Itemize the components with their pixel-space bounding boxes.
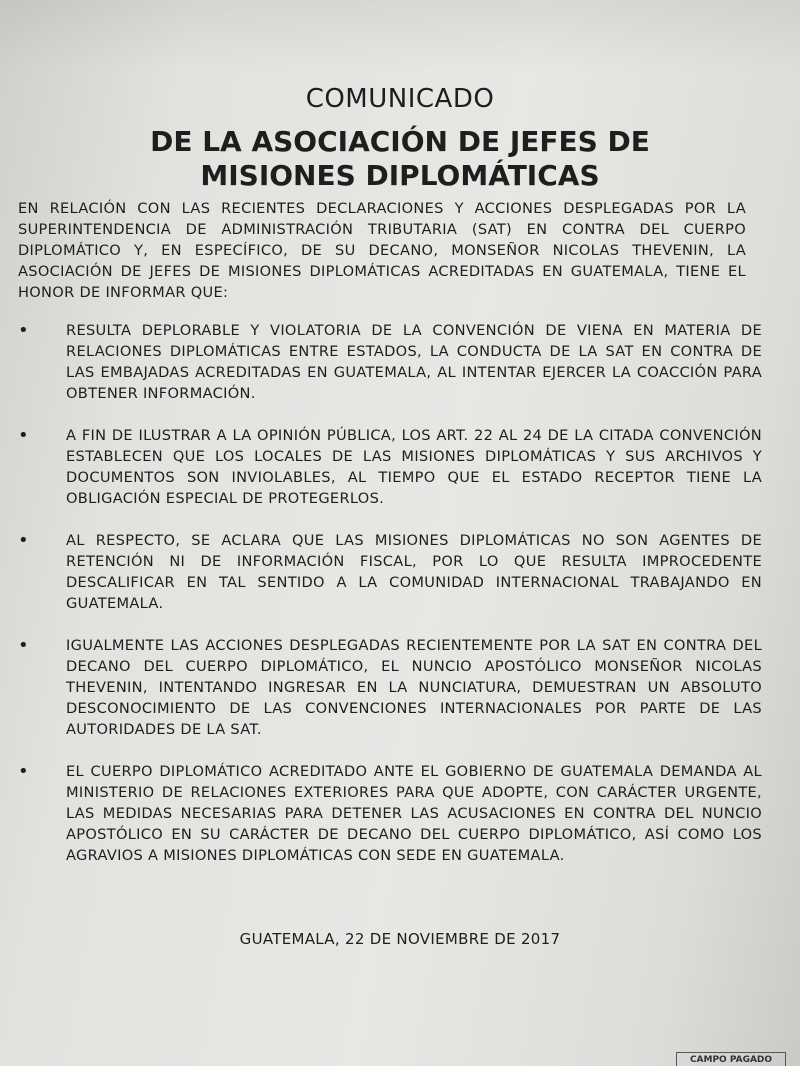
print-bleed-through [0,0,800,70]
statement-text: AL RESPECTO, SE ACLARA QUE LAS MISIONES DIPLOMÁTICAS NO SON AGENTES DE RETENCIÓN NI DE INFORMACIÓN FISCAL, POR LO QUE RESULTA IMPROCEDENTE DESCALIFICAR EN TAL SENTIDO A LA COMUNIDAD INTERNACIONAL TRABAJANDO EN GUATEMALA. [66,532,762,612]
communique-heading: COMUNICADO [305,84,495,114]
statement-text: EL CUERPO DIPLOMÁTICO ACREDITADO ANTE EL GOBIERNO DE GUATEMALA DEMANDA AL MINISTERIO DE RELACIONES EXTERIORES PARA QUE ADOPTE, CON CARÁCTER URGENTE, LAS MEDIDAS NECESARIAS PARA DETENER LAS ACUSACIONES EN CONTRA DEL NUNCIO APOSTÓLICO EN SU CARÁCTER DE DECANO DEL CUERPO DIPLOMÁTICO, ASÍ COMO LOS AGRAVIOS A MISIONES DIPLOMÁTICAS CON SEDE EN GUATEMALA. [66,763,762,864]
paid-advertisement-stamp: CAMPO PAGADO [676,1052,786,1066]
bullet-marker: • [18,761,29,782]
statement-item [14,761,762,866]
association-heading-line1: DE LA ASOCIACIÓN DE JEFES DE [150,125,650,158]
statement-item [14,320,762,404]
statement-text: IGUALMENTE LAS ACCIONES DESPLEGADAS RECIENTEMENTE POR LA SAT EN CONTRA DEL DECANO DEL CUERPO DIPLOMÁTICO, EL NUNCIO APOSTÓLICO MONSEÑOR NICOLAS THEVENIN, INTENTANDO INGRESAR EN LA NUNCIATURA, DEMUESTRAN UN ABSOLUTO DESCONOCIMIENTO DE LAS CONVENCIONES INTERNACIONALES POR PARTE DE LAS AUTORIDADES DE LA SAT. [66,637,762,738]
intro-paragraph: EN RELACIÓN CON LAS RECIENTES DECLARACIONES Y ACCIONES DESPLEGADAS POR LA SUPERINTENDENCIA DE ADMINISTRACIÓN TRIBUTARIA (SAT) EN CONTRA DEL CUERPO DIPLOMÁTICO Y, EN ESPECÍFICO, DE SU DECANO, MONSEÑOR NICOLAS THEVENIN, LA ASOCIACIÓN DE JEFES DE MISIONES DIPLOMÁTICAS ACREDITADAS EN GUATEMALA, TIENE EL HONOR DE INFORMAR QUE: [18,200,746,301]
association-heading [0,125,800,193]
bullet-marker: • [18,530,29,551]
statement-text: RESULTA DEPLORABLE Y VIOLATORIA DE LA CONVENCIÓN DE VIENA EN MATERIA DE RELACIONES DIPLOMÁTICAS ENTRE ESTADOS, LA CONDUCTA DE LA SAT EN CONTRA DE LAS EMBAJADAS ACREDITADAS EN GUATEMALA, AL INTENTAR EJERCER LA COACCIÓN PARA OBTENER INFORMACIÓN. [66,322,762,402]
place-and-date: GUATEMALA, 22 DE NOVIEMBRE DE 2017 [239,930,561,948]
statement-list [14,320,762,887]
statement-item [14,530,762,614]
bullet-marker: • [18,635,29,656]
bullet-marker: • [18,425,29,446]
statement-item [14,425,762,509]
bullet-marker: • [18,320,29,341]
association-heading-line2: MISIONES DIPLOMÁTICAS [200,159,600,192]
statement-text: A FIN DE ILUSTRAR A LA OPINIÓN PÚBLICA, LOS ART. 22 AL 24 DE LA CITADA CONVENCIÓN ESTABLECEN QUE LOS LOCALES DE LAS MISIONES DIPLOMÁTICAS Y SUS ARCHIVOS Y DOCUMENTOS SON INVIOLABLES, AL TIEMPO QUE EL ESTADO RECEPTOR TIENE LA OBLIGACIÓN ESPECIAL DE PROTEGERLOS. [66,427,762,507]
statement-item [14,635,762,740]
